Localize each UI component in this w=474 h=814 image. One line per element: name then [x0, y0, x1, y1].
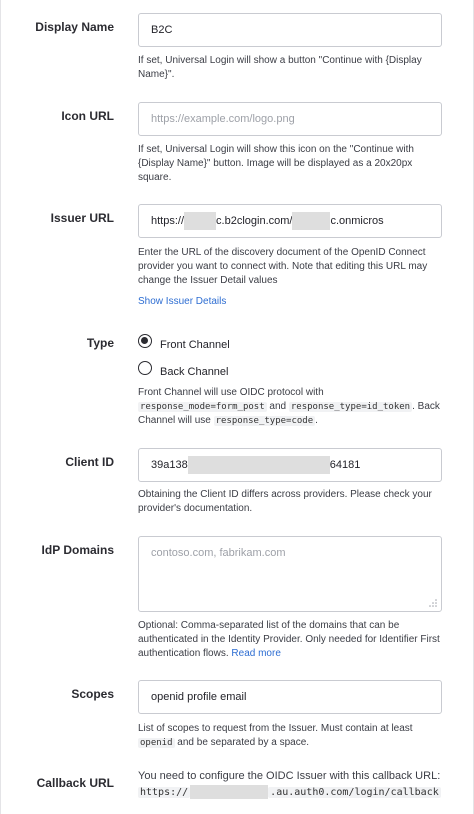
- issuer-url-value-mid: c.b2clogin.com/: [216, 215, 293, 227]
- type-label: Type: [86, 336, 114, 350]
- icon-url-label: Icon URL: [61, 109, 114, 123]
- type-help: [138, 386, 446, 428]
- scopes-help-text: List of scopes to request from the Issuer. Must contain at least: [138, 723, 413, 734]
- redacted-block: [188, 456, 330, 474]
- type-help-text: Front Channel will use OIDC protocol with: [138, 387, 324, 398]
- redacted-block: [184, 212, 216, 230]
- client-id-value-start: 39a138: [151, 459, 188, 471]
- scopes-input[interactable]: openid profile email: [138, 680, 442, 714]
- idp-domains-textarea[interactable]: [138, 536, 442, 612]
- type-help-text: .: [315, 415, 318, 426]
- callback-url-label: Callback URL: [36, 776, 114, 790]
- callback-url-end: .au.auth0.com/login/callback: [270, 786, 439, 798]
- idp-domains-help: [138, 619, 446, 661]
- issuer-url-label: Issuer URL: [50, 211, 114, 225]
- scopes-help-text: and be separated by a space.: [174, 737, 310, 748]
- issuer-url-input[interactable]: [138, 204, 442, 238]
- callback-url-value: [138, 785, 446, 800]
- client-id-value-end: 64181: [329, 459, 361, 471]
- code-response-type-code: response_type=code: [215, 416, 314, 426]
- resize-grip-icon[interactable]: [429, 599, 437, 607]
- display-name-label: Display Name: [35, 20, 114, 34]
- back-channel-label: Back Channel: [160, 366, 229, 378]
- redacted-block: [292, 212, 330, 230]
- idp-domains-help-text: Optional: Comma-separated list of the domains that can be authenticated in the Identity Provider. Only needed for Identifier First authentication flows.: [138, 620, 440, 659]
- idp-domains-placeholder: contoso.com, fabrikam.com: [151, 547, 286, 559]
- front-channel-radio[interactable]: [138, 334, 152, 348]
- front-channel-label: Front Channel: [160, 339, 230, 351]
- issuer-url-value-start: https://: [151, 215, 185, 227]
- show-issuer-details-link[interactable]: Show Issuer Details: [138, 296, 227, 307]
- code-response-type-id-token: response_type=id_token: [290, 402, 411, 412]
- issuer-url-help: Enter the URL of the discovery document of the OpenID Connect provider you want to connect with. Note that editing this URL may change the Issuer Detail values: [138, 247, 428, 286]
- code-openid: openid: [140, 738, 173, 748]
- display-name-help: If set, Universal Login will show a button "Continue with {Display Name}".: [138, 55, 422, 80]
- client-id-help: Obtaining the Client ID differs across providers. Please check your provider's documentation.: [138, 489, 432, 514]
- back-channel-radio[interactable]: [138, 361, 152, 375]
- type-help-text: and: [266, 401, 289, 412]
- type-help-text: . Back Channel will use: [138, 401, 440, 426]
- code-response-mode: response_mode=form_post: [140, 402, 265, 412]
- icon-url-input[interactable]: https://example.com/logo.png: [138, 102, 442, 136]
- client-id-label: Client ID: [65, 455, 114, 469]
- idp-domains-label: IdP Domains: [41, 543, 114, 557]
- issuer-url-value-end: c.onmicros: [330, 215, 384, 227]
- callback-url-text: You need to configure the OIDC Issuer with this callback URL:: [138, 770, 441, 782]
- client-id-input[interactable]: [138, 448, 442, 482]
- redacted-block: [190, 785, 268, 799]
- callback-url-start: https://: [140, 786, 189, 798]
- icon-url-help: If set, Universal Login will show this icon on the "Continue with {Display Name}" button. Image will be displayed as a 20x20px square.: [138, 144, 414, 183]
- read-more-link[interactable]: Read more: [231, 648, 281, 659]
- display-name-input[interactable]: B2C: [138, 13, 442, 47]
- scopes-label: Scopes: [71, 687, 114, 701]
- scopes-help: [138, 722, 446, 750]
- left-border: [0, 0, 1, 814]
